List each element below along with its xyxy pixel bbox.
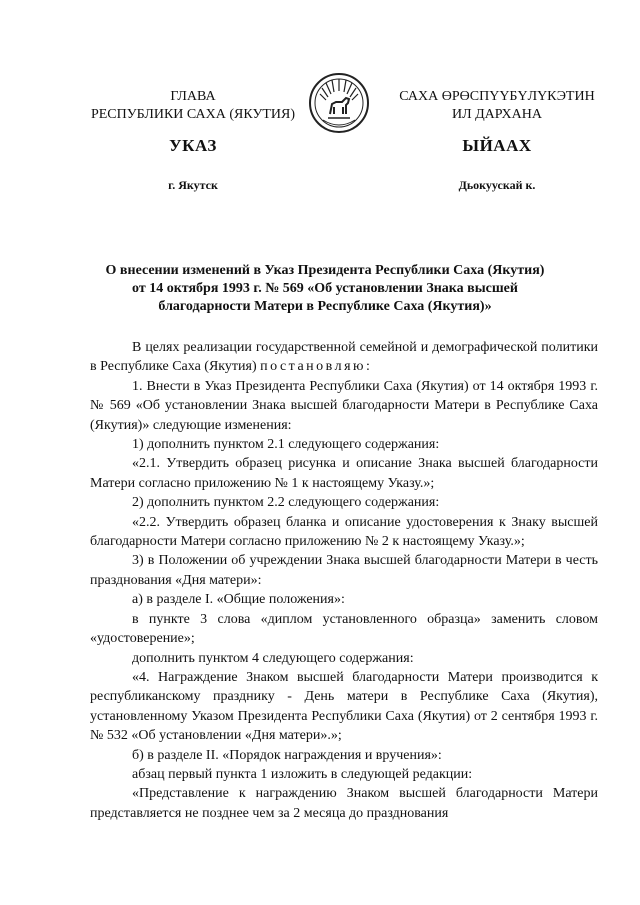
preamble-text: В целях реализации государственной семейной и демографической политики в Республике Саха (Якутия) (90, 340, 598, 375)
document-body (90, 338, 598, 823)
paragraph-add-4: дополнить пунктом 4 следующего содержания: (132, 650, 414, 666)
issuer-left (88, 88, 298, 124)
paragraph-section-2: б) в разделе II. «Порядок награждения и вручения»: (132, 747, 442, 763)
paragraph-subitem-3: 3) в Положении об учреждении Знака высшей благодарности Матери в честь празднования «Дня матери»: (90, 553, 598, 588)
document-title-line3: благодарности Матери в Республике Саха (Якутия)» (158, 299, 492, 314)
preamble-colon: : (366, 359, 370, 375)
paragraph-item-1: 1. Внести в Указ Президента Республики Саха (Якутия) от 14 октября 1993 г. № 569 «Об установлении Знака высшей благодарности Матери в Республике Саха (Якутия)» следующие изменения: (90, 378, 598, 433)
issuer-left-line1: ГЛАВА (170, 89, 216, 104)
issuer-right-line1: САХА ӨРӨСПҮҮБҮЛҮКЭТИН (399, 89, 595, 104)
document-title-line2: от 14 октября 1993 г. № 569 «Об установлении Знака высшей (132, 281, 518, 296)
paragraph-preamble (90, 338, 598, 377)
paragraph-clause-1-intro: абзац первый пункта 1 изложить в следующей редакции: (132, 766, 473, 782)
issuer-right (392, 88, 602, 124)
decree-title-sah: ЫЙААХ (462, 136, 532, 155)
city-ru: г. Якутск (168, 178, 218, 192)
paragraph-clause-4: «4. Награждение Знаком высшей благодарности Матери производится к республиканскому празднику - День матери в Республике Саха (Якутия), установленному Указом Президента Республики Саха (Якутия) от 2 сентября 1993 г. № 532 «Об установлении «Дня матери».»; (90, 669, 598, 744)
paragraph-clause-3: в пункте 3 слова «диплом установленного образца» заменить словом «удостоверение»; (90, 611, 598, 647)
paragraph-subitem-2: 2) дополнить пунктом 2.2 следующего содержания: (132, 495, 440, 511)
paragraph-clause-2-1: «2.1. Утвердить образец рисунка и описание Знака высшей благодарности Матери согласно приложению № 1 к настоящему Указу.»; (90, 456, 598, 491)
paragraph-section-1: а) в разделе I. «Общие положения»: (132, 592, 345, 608)
paragraph-subitem-1: 1) дополнить пунктом 2.1 следующего содержания: (132, 437, 440, 453)
paragraph-clause-2-2: «2.2. Утвердить образец бланка и описание удостоверения к Знаку высшей благодарности Матери согласно приложению № 2 к настоящему Указу.»; (90, 514, 598, 550)
decree-title-ru: УКАЗ (169, 136, 217, 155)
resolution-word: постановляю (260, 359, 366, 375)
paragraph-clause-1-text: «Представление к награждению Знаком высшей благодарности Матери представляется не позднее чем за 2 месяца до празднования (90, 786, 598, 821)
issuer-right-line2: ИЛ ДАРХАНА (451, 107, 542, 122)
city-sah: Дьокуускай к. (458, 178, 536, 192)
issuer-left-line2: РЕСПУБЛИКИ САХА (ЯКУТИЯ) (90, 107, 296, 122)
document-title-line1: О внесении изменений в Указ Президента Республики Саха (Якутия) (105, 263, 545, 278)
coat-of-arms-icon (308, 72, 370, 134)
document-title (90, 262, 560, 316)
